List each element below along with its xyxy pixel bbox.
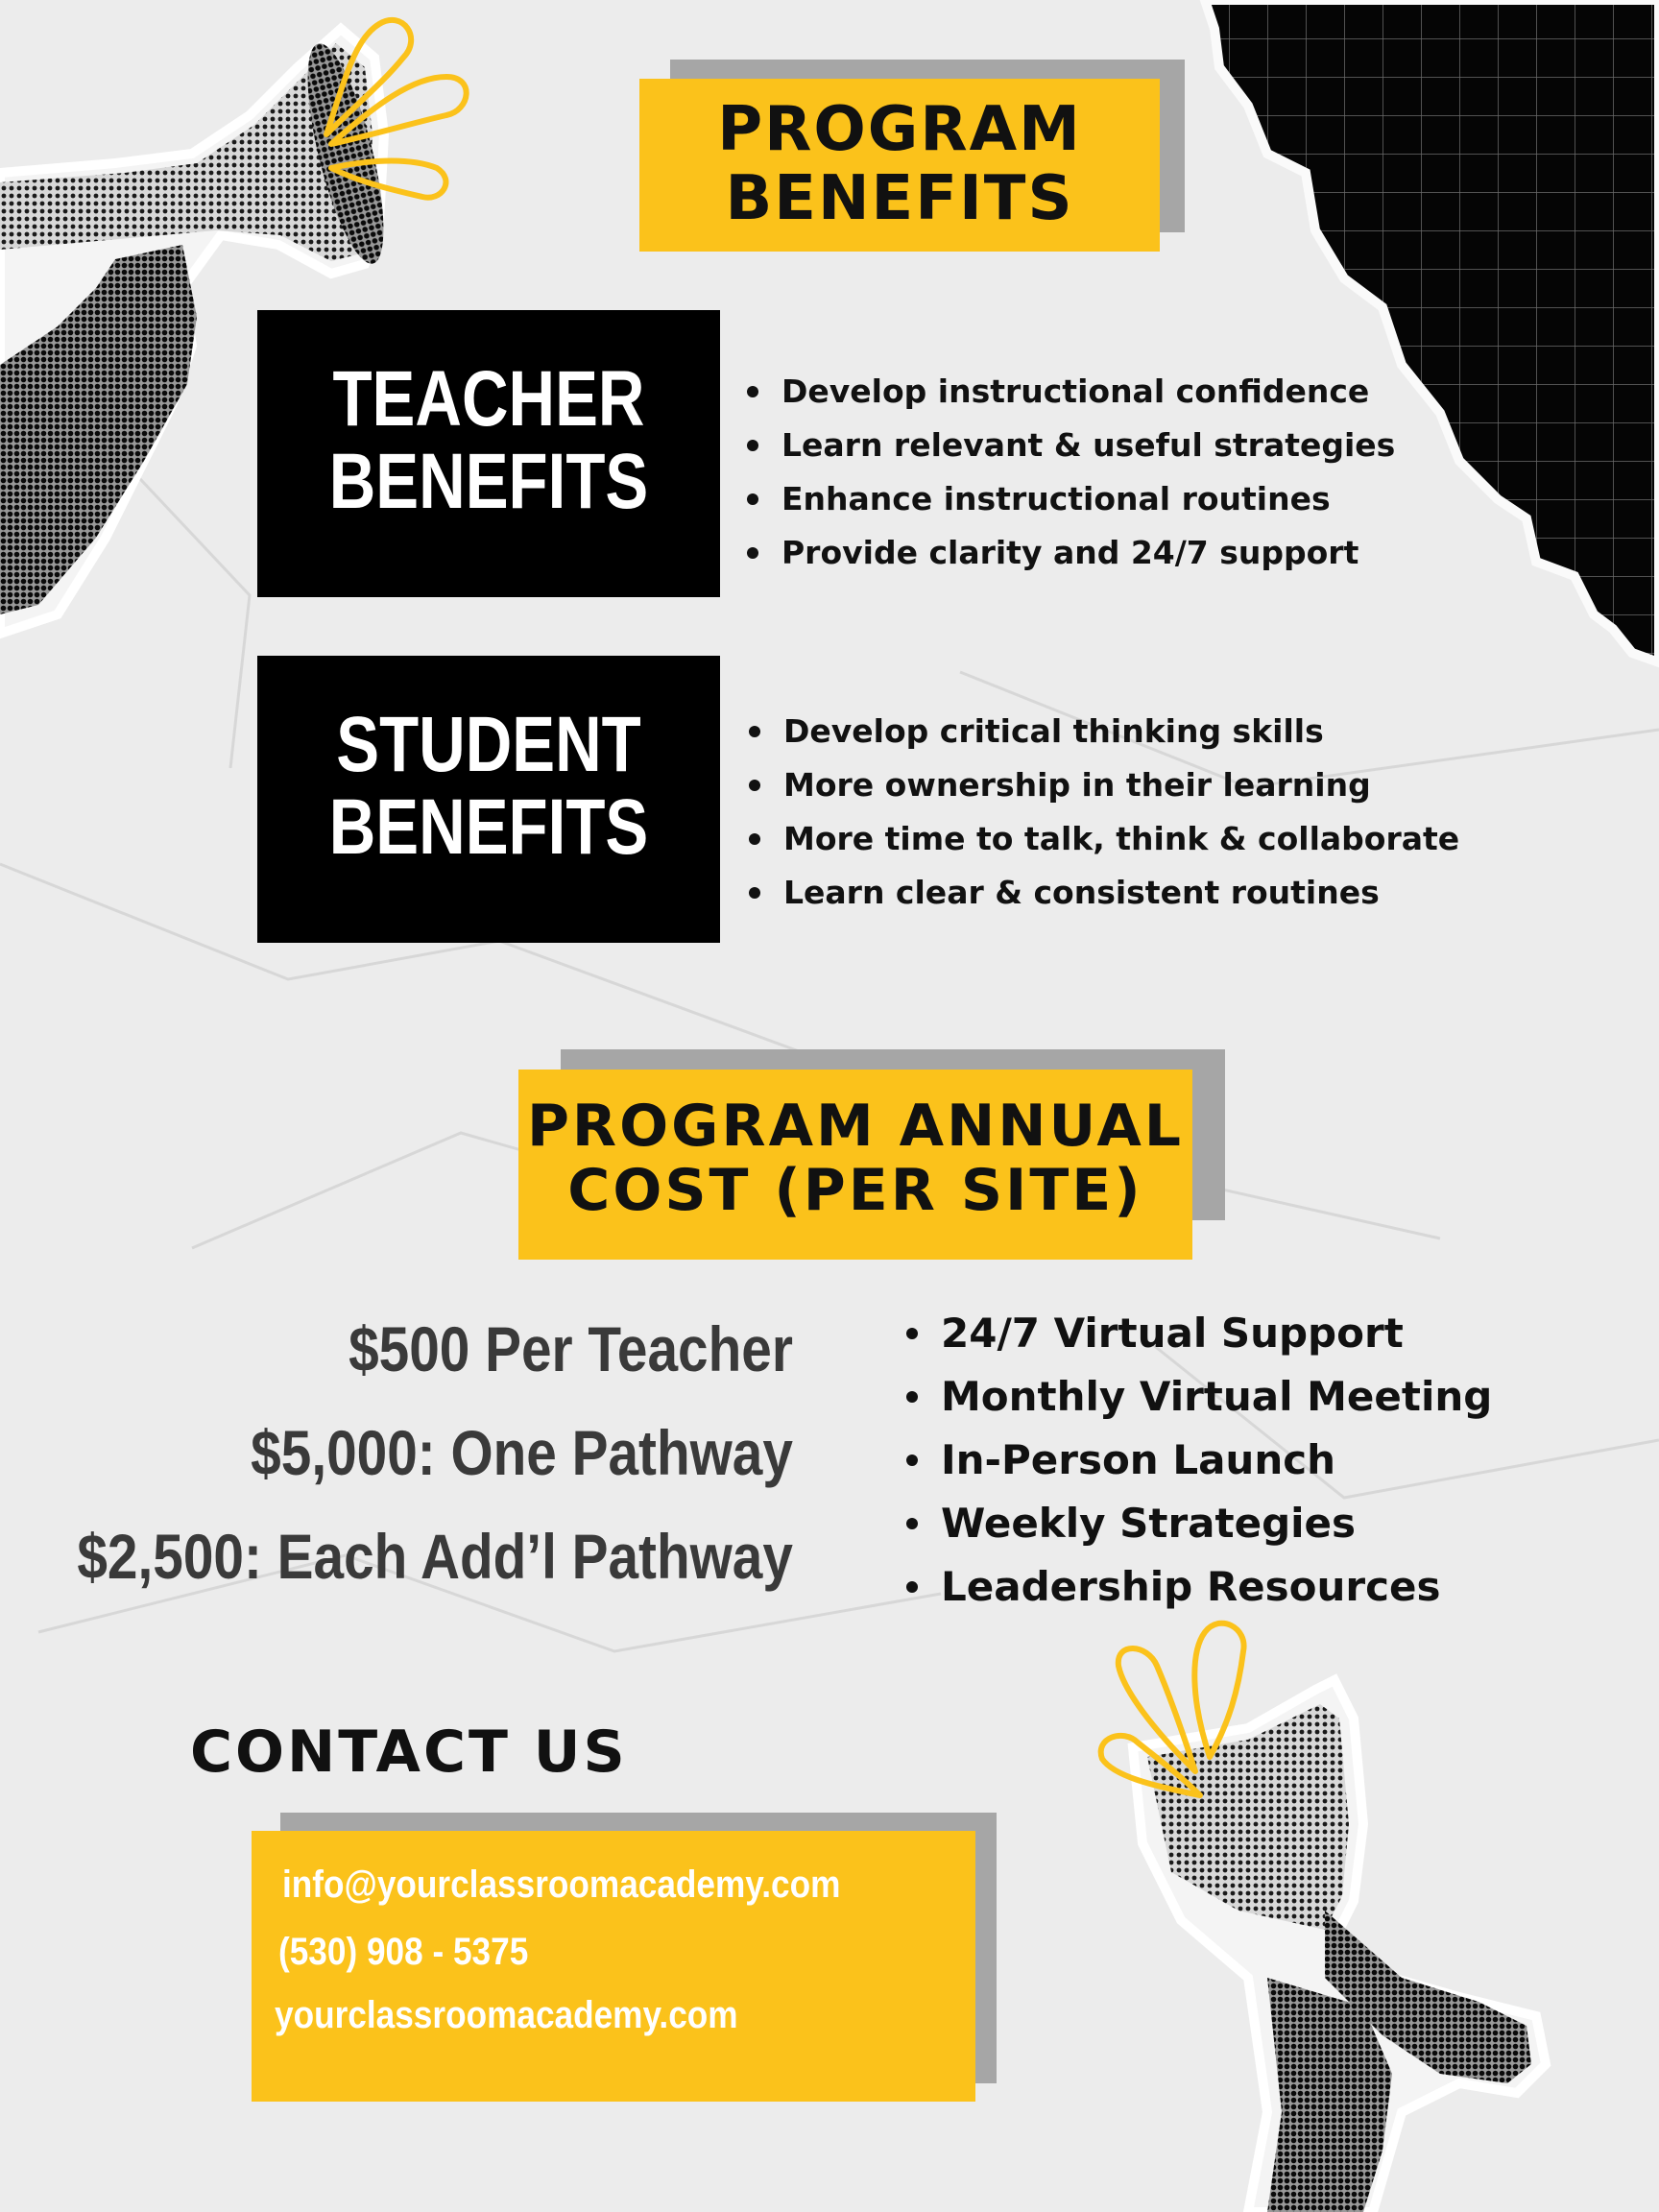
list-item: 24/7 Virtual Support xyxy=(904,1302,1492,1365)
contact-email-link[interactable]: info@yourclassroomacademy.com xyxy=(282,1863,841,1906)
list-item: Monthly Virtual Meeting xyxy=(904,1365,1492,1429)
annual-cost-title: PROGRAM ANNUAL COST (PER SITE) xyxy=(526,1093,1185,1225)
contact-heading: CONTACT US xyxy=(190,1719,628,1786)
megaphone-bottom-right-icon xyxy=(1133,1680,1546,2212)
program-benefits-title: PROGRAM BENEFITS xyxy=(717,94,1082,234)
list-item: Weekly Strategies xyxy=(904,1492,1492,1555)
list-item: More time to talk, think & collaborate xyxy=(747,812,1459,866)
price-list xyxy=(0,1308,793,1619)
cost-features-list xyxy=(904,1302,1492,1619)
contact-website-link[interactable]: yourclassroomacademy.com xyxy=(275,1994,738,2036)
list-item: Learn clear & consistent routines xyxy=(747,866,1459,920)
teacher-benefits-list xyxy=(745,365,1395,580)
contact-phone-link[interactable]: (530) 908 - 5375 xyxy=(278,1931,529,1973)
student-benefits-list xyxy=(747,705,1459,920)
list-item: Learn relevant & useful strategies xyxy=(745,419,1395,472)
price-per-teacher: $500 Per Teacher xyxy=(349,1313,793,1384)
price-one-pathway: $5,000: One Pathway xyxy=(251,1417,793,1488)
price-additional-pathway: $2,500: Each Add’l Pathway xyxy=(77,1521,793,1592)
list-item: Leadership Resources xyxy=(904,1555,1492,1619)
annual-cost-box xyxy=(518,1070,1192,1260)
teacher-benefits-title: TEACHER BENEFITS xyxy=(328,355,649,526)
list-item: More ownership in their learning xyxy=(747,758,1459,812)
list-item: Develop instructional confidence xyxy=(745,365,1395,419)
program-benefits-box xyxy=(639,79,1160,252)
student-benefits-box xyxy=(257,656,720,943)
teacher-benefits-box xyxy=(257,310,720,597)
list-item: In-Person Launch xyxy=(904,1429,1492,1492)
list-item: Provide clarity and 24/7 support xyxy=(745,526,1395,580)
list-item: Develop critical thinking skills xyxy=(747,705,1459,758)
list-item: Enhance instructional routines xyxy=(745,472,1395,526)
contact-box xyxy=(252,1831,975,2102)
student-benefits-title: STUDENT BENEFITS xyxy=(328,701,649,872)
